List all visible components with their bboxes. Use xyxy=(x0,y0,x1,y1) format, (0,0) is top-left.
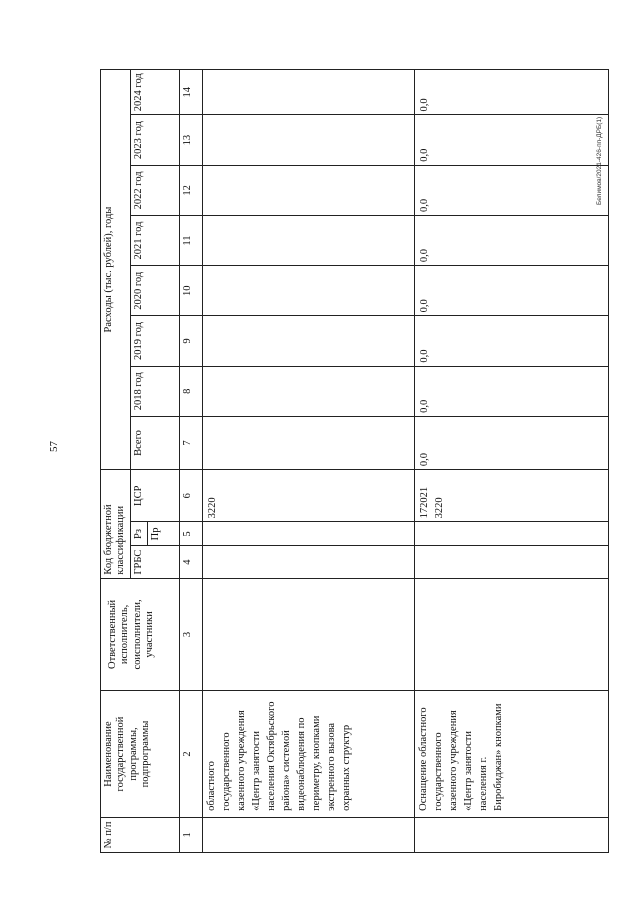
row-num xyxy=(203,817,415,852)
page-number: 57 xyxy=(48,441,60,452)
header-year-2018: 2018 год xyxy=(130,366,180,416)
row-csr: 3220 xyxy=(203,470,415,522)
row-value-2024: 0,0 xyxy=(415,70,609,115)
table-row xyxy=(203,70,415,853)
header-year-2020: 2020 год xyxy=(130,266,180,316)
header-csr: ЦСР xyxy=(130,470,180,522)
row-value-2020 xyxy=(203,266,415,316)
column-number: 1 xyxy=(180,817,203,852)
header-total: Всего xyxy=(130,416,180,469)
column-number: 6 xyxy=(180,470,203,522)
row-total xyxy=(203,416,415,469)
column-number: 11 xyxy=(180,215,203,265)
row-value-2020: 0,0 xyxy=(415,266,609,316)
row-value-2018: 0,0 xyxy=(415,366,609,416)
column-number: 9 xyxy=(180,316,203,366)
row-value-2022: 0,0 xyxy=(415,165,609,215)
row-num xyxy=(415,817,609,852)
row-total: 0,0 xyxy=(415,416,609,469)
column-number: 7 xyxy=(180,416,203,469)
row-grbs xyxy=(203,546,415,578)
column-number: 12 xyxy=(180,165,203,215)
row-executor xyxy=(203,578,415,691)
row-value-2024 xyxy=(203,70,415,115)
header-year-2024: 2024 год xyxy=(130,70,180,115)
row-rz xyxy=(415,522,609,546)
column-number: 5 xyxy=(180,522,203,546)
row-name: Оснащение областного государственного казенного учреждения «Центр занятости населения г. Биробиджан» кнопками xyxy=(415,691,609,818)
column-number: 10 xyxy=(180,266,203,316)
header-name: Наименование государственной программы, подпрограммы xyxy=(101,691,180,818)
header-num: № п/п xyxy=(101,817,180,852)
header-pr: Пр xyxy=(148,522,180,546)
row-rz xyxy=(203,522,415,546)
header-year-2023: 2023 год xyxy=(130,115,180,165)
budget-table xyxy=(100,69,609,853)
column-number: 3 xyxy=(180,578,203,691)
budget-table-wrapper xyxy=(100,69,583,853)
row-value-2023 xyxy=(203,115,415,165)
row-value-2021 xyxy=(203,215,415,265)
document-id: Белимов/2021-426-пп-ДРБ(1) xyxy=(596,116,603,205)
header-expenses: Расходы (тыс. рублей), годы xyxy=(101,70,131,470)
header-rz: Рз xyxy=(130,522,148,546)
row-value-2019: 0,0 xyxy=(415,316,609,366)
column-number: 8 xyxy=(180,366,203,416)
row-value-2018 xyxy=(203,366,415,416)
row-value-2021: 0,0 xyxy=(415,215,609,265)
column-number: 2 xyxy=(180,691,203,818)
row-grbs xyxy=(415,546,609,578)
column-number: 14 xyxy=(180,70,203,115)
row-name: областного государственного казенного учреждения «Центр занятости населения Октябрьского района» системой видеонаблюдения по периметру, кнопками экстренного вызова охранных структур xyxy=(203,691,415,818)
row-executor xyxy=(415,578,609,691)
row-csr: 172021 3220 xyxy=(415,470,609,522)
header-executor: Ответственный исполнитель, соисполнители, участники xyxy=(101,578,180,691)
header-year-2021: 2021 год xyxy=(130,215,180,265)
row-value-2023: 0,0 xyxy=(415,115,609,165)
column-number: 4 xyxy=(180,546,203,578)
row-value-2022 xyxy=(203,165,415,215)
header-year-2022: 2022 год xyxy=(130,165,180,215)
header-budget-code: Код бюджетной классификации xyxy=(101,470,131,579)
table-row xyxy=(415,70,609,853)
column-number: 13 xyxy=(180,115,203,165)
header-grbs: ГРБС xyxy=(130,546,180,578)
header-year-2019: 2019 год xyxy=(130,316,180,366)
row-value-2019 xyxy=(203,316,415,366)
